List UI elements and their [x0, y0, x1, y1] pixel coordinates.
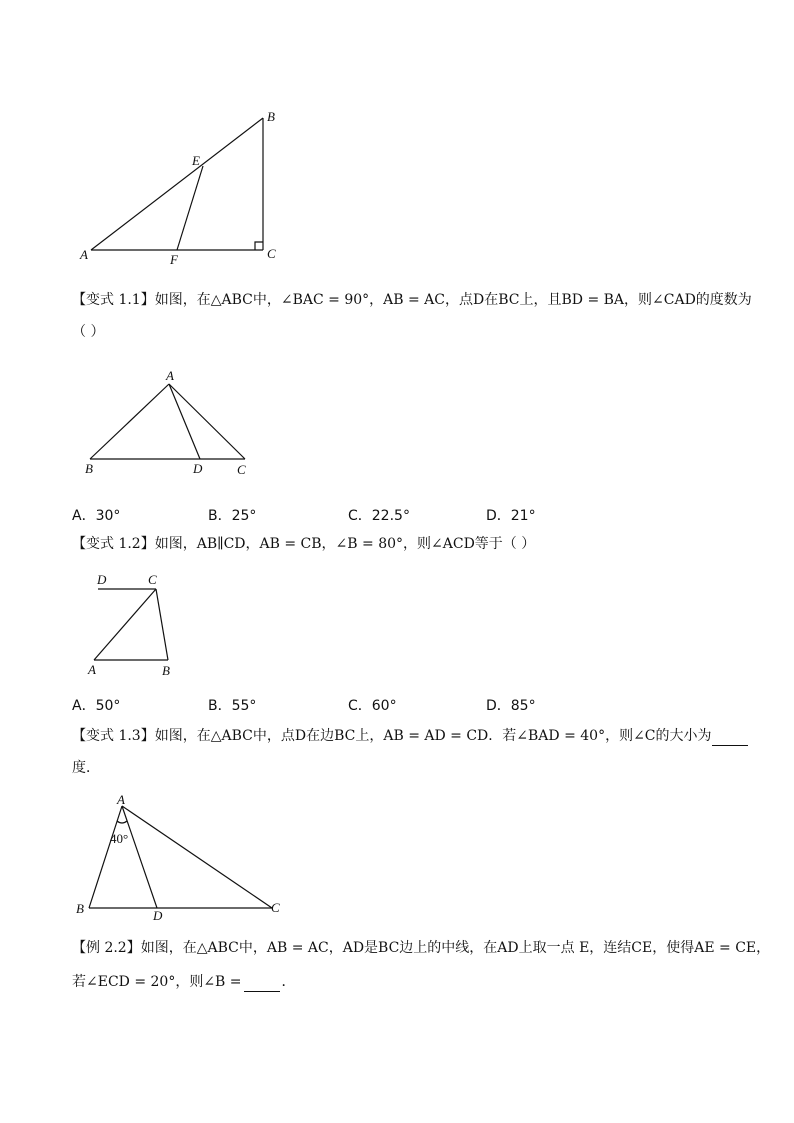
ex2-2-line2	[72, 972, 296, 992]
q1-2-option-c[interactable]: C．60°	[348, 698, 397, 714]
q1-1-option-d[interactable]: D．21°	[486, 508, 536, 524]
label-D: D	[153, 908, 163, 923]
q1-2-option-a[interactable]: A．50°	[72, 698, 121, 714]
label-C: C	[271, 900, 280, 915]
label-B: B	[85, 461, 93, 476]
q1-2-line1: 如图，AB∥CD，AB = CB，∠B = 80°，则∠ACD等于（ ）	[154, 536, 536, 552]
figure-triangle-abc-ef	[70, 105, 300, 270]
q1-3-tag: 【变式 1.3】	[72, 728, 155, 744]
ex2-2-line2b: ．	[281, 974, 296, 990]
q1-1-text	[72, 290, 752, 310]
label-C: C	[237, 462, 246, 477]
q1-2-option-b[interactable]: B．55°	[208, 698, 257, 714]
q1-1-tag: 【变式 1.1】	[72, 292, 155, 308]
label-D: D	[97, 572, 107, 587]
q1-1-line1: 如图，在△ABC中，∠BAC = 90°，AB = AC，点D在BC上，且BD = BA，则∠CAD的度数为	[154, 292, 752, 308]
label-D: D	[193, 461, 203, 476]
q1-3-unit: 度．	[72, 760, 100, 776]
label-B: B	[162, 663, 170, 678]
q1-1-option-c[interactable]: C．22.5°	[348, 508, 410, 524]
ex2-2-tag: 【例 2.2】	[72, 940, 141, 956]
figure-q1-3	[72, 792, 292, 927]
q1-2-text	[72, 534, 535, 554]
label-E: E	[192, 153, 200, 168]
figure-q1-2	[84, 570, 184, 682]
label-A: A	[117, 792, 125, 807]
q1-1-option-a[interactable]: A．30°	[72, 508, 121, 524]
q1-3-line1: 如图，在△ABC中，点D在边BC上，AB = AD = CD．若∠BAD = 40°，则∠C的大小为	[154, 728, 712, 744]
figure-q1-1	[80, 368, 260, 480]
q1-3-answer-blank[interactable]	[712, 729, 748, 746]
ex2-2-text	[72, 938, 770, 958]
q1-1-paren: （ ）	[72, 324, 105, 340]
label-A: A	[80, 247, 88, 262]
q1-3-text	[72, 726, 748, 746]
label-B: B	[76, 901, 84, 916]
ex2-2-answer-blank[interactable]	[244, 975, 280, 992]
label-A: A	[166, 368, 174, 383]
q1-2-option-d[interactable]: D．85°	[486, 698, 536, 714]
label-C: C	[267, 246, 276, 261]
angle-label: 40°	[110, 831, 129, 846]
label-B: B	[267, 109, 275, 124]
label-C: C	[148, 572, 157, 587]
label-A: A	[88, 662, 96, 677]
ex2-2-line1: 如图，在△ABC中，AB = AC，AD是BC边上的中线，在AD上取一点 E，连结CE，使得AE = CE，	[140, 940, 771, 956]
ex2-2-line2a: 若∠ECD = 20°，则∠B =	[72, 974, 242, 990]
label-F: F	[170, 252, 178, 267]
q1-1-option-b[interactable]: B．25°	[208, 508, 257, 524]
q1-2-tag: 【变式 1.2】	[72, 536, 155, 552]
